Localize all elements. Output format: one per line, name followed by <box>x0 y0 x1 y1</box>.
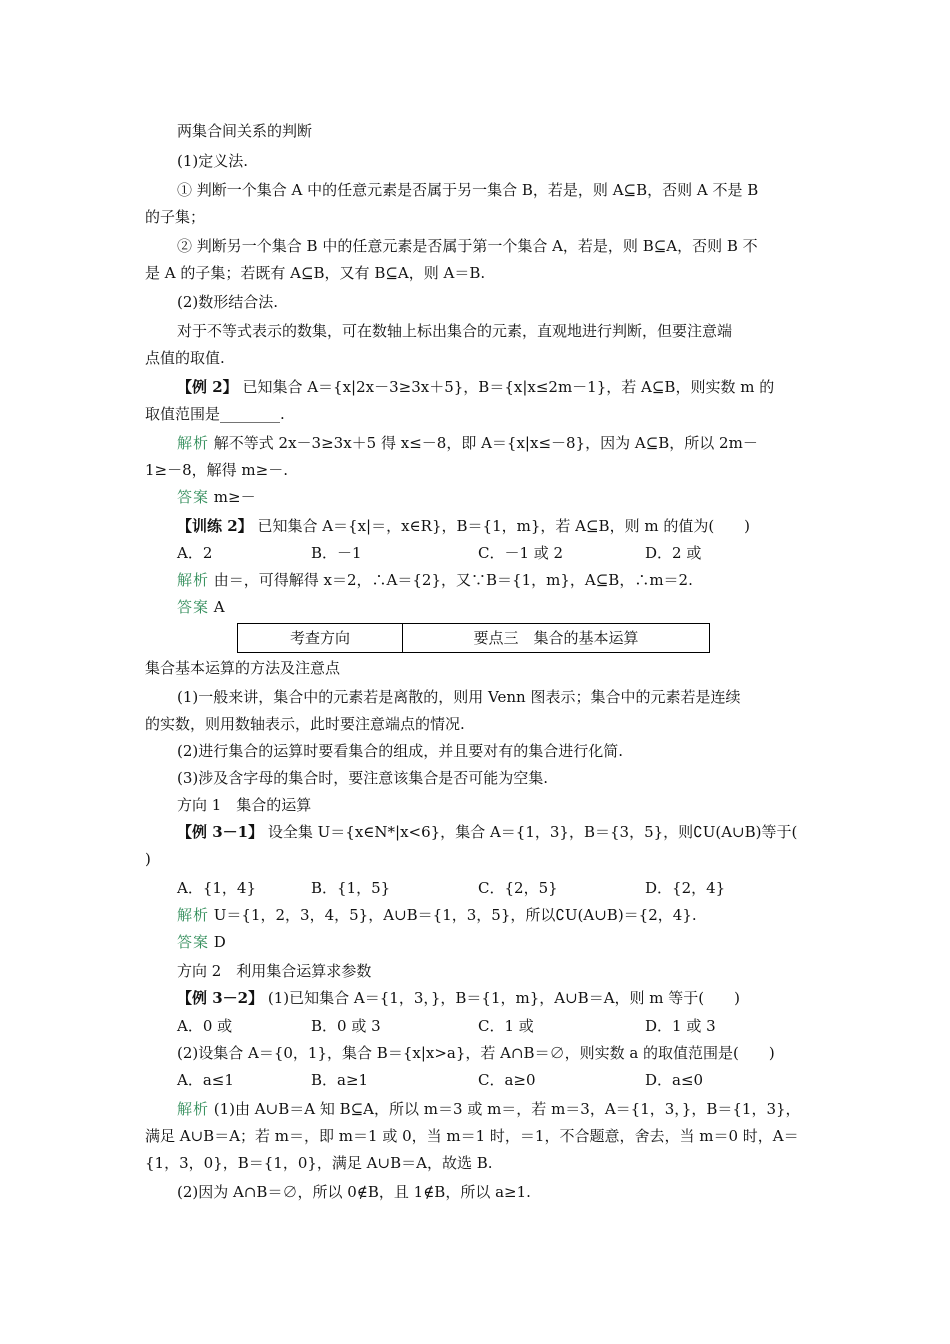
table-cell-direction: 考查方向 <box>238 624 403 652</box>
option-b: B．a≥1 <box>311 1071 369 1089</box>
option-c: C．a≥0 <box>478 1071 536 1089</box>
solution-tag: 解析 <box>177 1100 210 1118</box>
solution-line <box>177 1099 801 1119</box>
answer-text: m≥－ <box>209 488 256 506</box>
answer-tag: 答案 <box>177 488 210 506</box>
answer-line <box>177 932 226 952</box>
paragraph-line: 满足 A∪B＝A；若 m＝，即 m＝1 或 0，当 m＝1 时，＝1，不合题意，舍去，当 m＝0 时，A＝ <box>145 1127 799 1145</box>
example-tag: 【例 3－1】 <box>177 823 264 841</box>
example-text: (1)已知集合 A＝{1，3，}，B＝{1，m}，A∪B＝A，则 m 等于( ) <box>263 989 740 1007</box>
paragraph-line: (2)因为 A∩B＝∅，所以 0∉B，且 1∉B，所以 a≥1. <box>177 1183 531 1201</box>
paragraph-line: (3)涉及含字母的集合时，要注意该集合是否可能为空集. <box>177 769 549 787</box>
paragraph-line: 的子集； <box>145 208 206 226</box>
paragraph-line: 的实数，则用数轴表示，此时要注意端点的情况. <box>145 715 465 733</box>
option-c: C．1 或 <box>478 1017 534 1035</box>
answer-line <box>177 487 256 507</box>
paragraph-line: {1，3，0}，B＝{1，0}，满足 A∪B＝A，故选 B. <box>145 1154 493 1172</box>
paragraph-line: (2)进行集合的运算时要看集合的组成，并且要对有的集合进行化简. <box>177 742 624 760</box>
solution-text: (1)由 A∪B＝A 知 B⊆A，所以 m＝3 或 m＝，若 m＝3，A＝{1，3，}，B＝{1，3}， <box>209 1100 801 1118</box>
paragraph-line: ① 判断一个集合 A 中的任意元素是否属于另一集合 B，若是，则 A⊆B，否则 A 不是 B <box>177 181 759 199</box>
exercise-tag: 【训练 2】 <box>177 517 253 535</box>
option-d: D．1 或 3 <box>645 1017 716 1035</box>
example-text: 已知集合 A＝{x|2x－3≥3x＋5}，B＝{x|x≤2m－1}，若 A⊆B，则实数 m 的 <box>237 378 775 396</box>
example-line <box>177 377 774 397</box>
table-cell-topic: 要点三 集合的基本运算 <box>473 629 639 647</box>
answer-tag: 答案 <box>177 933 210 951</box>
solution-tag: 解析 <box>177 434 210 452</box>
exercise-text: 已知集合 A＝{x|＝，x∈R}，B＝{1，m}，若 A⊆B，则 m 的值为( ) <box>252 517 751 535</box>
option-d: D．{2，4} <box>645 879 726 897</box>
example-line <box>177 988 740 1008</box>
example-text: 设全集 U＝{x∈N*|x<6}，集合 A＝{1，3}，B＝{3，5}，则∁U(A∪B)等于( <box>263 823 798 841</box>
topic-table <box>237 623 710 653</box>
paragraph-line: (1)一般来讲，集合中的元素若是离散的，则用 Venn 图表示；集合中的元素若是连续 <box>177 688 741 706</box>
answer-text: A <box>209 598 225 616</box>
paragraph-line: (1)定义法. <box>177 152 249 170</box>
solution-text: U＝{1，2，3，4，5}，A∪B＝{1，3，5}，所以∁U(A∪B)＝{2，4}. <box>209 906 697 924</box>
option-b: B．0 或 3 <box>311 1017 381 1035</box>
option-d: D．a≤0 <box>645 1071 704 1089</box>
direction-heading: 方向 2 利用集合运算求参数 <box>177 962 372 980</box>
answer-tag: 答案 <box>177 598 210 616</box>
paragraph-line: 对于不等式表示的数集，可在数轴上标出集合的元素，直观地进行判断，但要注意端 <box>177 322 733 340</box>
direction-heading: 方向 1 集合的运算 <box>177 796 312 814</box>
option-d: D．2 或 <box>645 544 702 562</box>
section-heading: 两集合间关系的判断 <box>177 122 313 140</box>
solution-text: 解不等式 2x－3≥3x＋5 得 x≤－8，即 A＝{x|x≤－8}，因为 A⊆B，所以 2m－ <box>209 434 758 452</box>
option-a: A．0 或 <box>177 1017 233 1035</box>
option-c: C．－1 或 2 <box>478 544 564 562</box>
option-a: A．2 <box>177 544 213 562</box>
section-heading: 集合基本运算的方法及注意点 <box>145 659 341 677</box>
solution-line <box>177 433 758 453</box>
paragraph-line: 取值范围是________. <box>145 405 285 423</box>
answer-line <box>177 597 225 617</box>
solution-line <box>177 905 697 925</box>
option-b: B．－1 <box>311 544 362 562</box>
example-tag: 【例 2】 <box>177 378 238 396</box>
example-tag: 【例 3－2】 <box>177 989 264 1007</box>
paragraph-line: 是 A 的子集；若既有 A⊆B，又有 B⊆A，则 A＝B. <box>145 264 486 282</box>
option-a: A．a≤1 <box>177 1071 234 1089</box>
paragraph-line: (2)数形结合法. <box>177 293 279 311</box>
solution-text: 由＝，可得解得 x＝2，∴A＝{2}，又∵B＝{1，m}，A⊆B，∴m＝2. <box>209 571 693 589</box>
paragraph-line: 1≥－8，解得 m≥－. <box>145 461 288 479</box>
option-c: C．{2，5} <box>478 879 558 897</box>
question-line: (2)设集合 A＝{0，1}，集合 B＝{x|x>a}，若 A∩B＝∅，则实数 a 的取值范围是( ) <box>177 1044 775 1062</box>
exercise-line <box>177 516 750 536</box>
solution-tag: 解析 <box>177 571 210 589</box>
option-b: B．{1，5} <box>311 879 391 897</box>
answer-text: D <box>209 933 226 951</box>
paragraph-line: ② 判断另一个集合 B 中的任意元素是否属于第一个集合 A，若是，则 B⊆A，否则 B 不 <box>177 237 758 255</box>
option-a: A．{1，4} <box>177 879 257 897</box>
solution-tag: 解析 <box>177 906 210 924</box>
example-line <box>177 822 797 842</box>
paragraph-line: 点值的取值. <box>145 349 225 367</box>
paragraph-line: ) <box>145 850 151 868</box>
solution-line <box>177 570 693 590</box>
